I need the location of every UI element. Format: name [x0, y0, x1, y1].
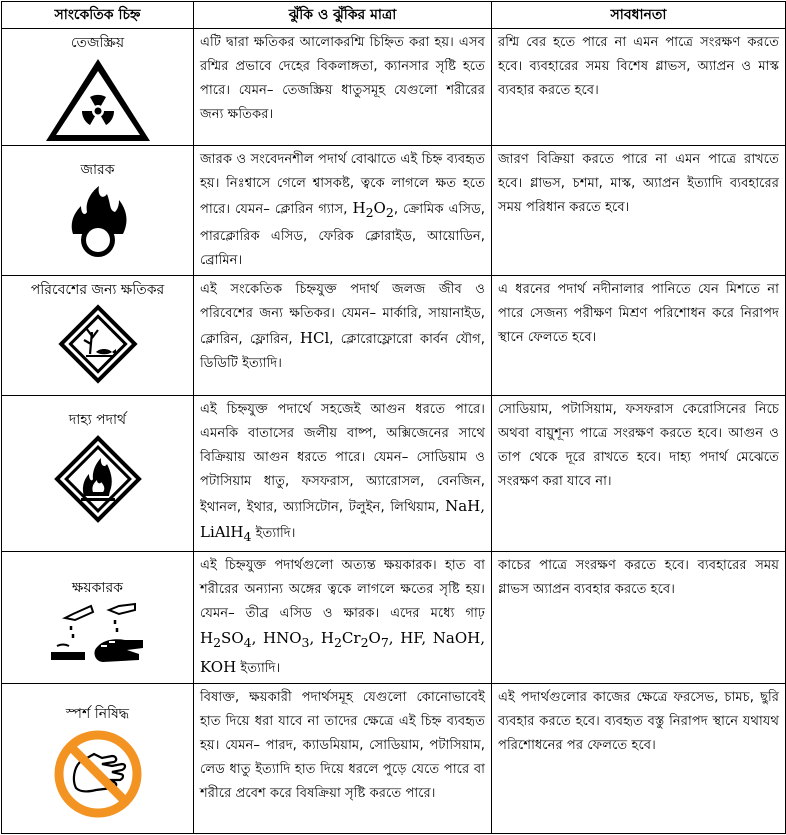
risk-text-b: , ক্রোমিক এসিড, পারক্লোরিক এসিড, ফেরিক ক্লোরাইড, আয়োডিন, ব্রোমিন। — [200, 202, 486, 268]
symbol-cell — [2, 276, 194, 396]
risk-text-b: ইত্যাদি। — [236, 661, 281, 676]
symbol-cell — [2, 684, 194, 834]
symbol-name: জারক — [80, 162, 115, 178]
risk-text-a: এই সংকেতিক চিহ্নযুক্ত পদার্থ জলজ জীব ও পরিবেশের জন্য ক্ষতিকর। যেমন– মার্কারি, সায়ানাইড, ক্লোরিন, ফ্লোরিন, — [200, 282, 485, 347]
no-touch-icon — [50, 726, 146, 822]
symbol-name: ক্ষয়কারক — [72, 580, 123, 596]
chemical-formula: $H_2SO_4$, $HNO_3$, $H_2Cr_2O_7$, HF, NaOH, KOH — [200, 629, 485, 676]
radiation-icon — [42, 55, 154, 145]
risk-text-a: এই চিহ্নযুক্ত পদার্থগুলো অত্যন্ত ক্ষয়কারক। হাত বা শরীরের অন্যান্য অঙ্গের ত্বকে লাগলে ক্ষতের সৃষ্টি হয়। যেমন– তীব্র এসিড ও ক্ষারক। এদের মধ্যে গাঢ় — [200, 558, 485, 621]
chemical-formula: $H_2O_2$ — [352, 199, 394, 220]
flammable-icon — [51, 432, 145, 526]
risk-text — [194, 276, 492, 396]
risk-text: এটি দ্বারা ক্ষতিকর আলোকরশ্মি চিহ্নিত করা হয়। এসব রশ্মির প্রভাবে দেহের বিকলাঙ্গতা, ক্যানসার সৃষ্টি হতে পারে। যেমন– তেজস্ক্রিয় ধাতুসমূহ যেগুলো শরীরের জন্য ক্ষতিকর। — [194, 29, 492, 146]
chemical-formula: HCl — [299, 329, 330, 347]
risk-text — [194, 396, 492, 552]
symbol-cell — [2, 146, 194, 276]
caution-text: জারণ বিক্রিয়া করতে পারে না এমন পাত্রে রাখতে হবে। গ্লাভস, চশমা, মাস্ক, অ্যাপ্রন ইত্যাদি ব্যবহারের সময় পরিধান করতে হবে। — [492, 146, 786, 276]
risk-text-b: ইত্যাদি। — [251, 526, 296, 541]
header-risk: ঝুঁকি ও ঝুঁকির মাত্রা — [194, 2, 492, 29]
caution-text: রশ্মি বের হতে পারে না এমন পাত্রে সংরক্ষণ করতে হবে। ব্যবহারের সময় বিশেষ গ্লাভস, অ্যাপ্রন ও মাস্ক ব্যবহার করতে হবে। — [492, 29, 786, 146]
corrosive-icon — [43, 600, 153, 670]
caution-text: কাচের পাত্রে সংরক্ষণ করতে হবে। ব্যবহারের সময় গ্লাভস অ্যাপ্রন ব্যবহার করতে হবে। — [492, 552, 786, 684]
hazard-symbols-table — [1, 1, 786, 834]
table-row — [2, 396, 786, 552]
chemical-formula: NaH, LiAlH$_4$ — [200, 497, 485, 544]
header-symbol: সাংকেতিক চিহ্ন — [2, 2, 194, 29]
table-row — [2, 29, 786, 146]
risk-text-a: এই চিহ্নযুক্ত পদার্থে সহজেই আগুন ধরতে পারে। এমনকি বাতাসের জলীয় বাষ্প, অক্সিজেনের সাথে বিক্রিয়ায় আগুন ধরতে পারে। যেমন– সোডিয়াম ও পটাসিয়াম ধাতু, ফসফরাস, অ্যারোসল, বেনজিন, ইথানল, ইথার, অ্যাসিটোন, টলুইন, লিথিয়াম, — [200, 402, 485, 515]
oxidizer-flame-icon — [63, 182, 133, 262]
risk-text: বিষাক্ত, ক্ষয়কারী পদার্থসমূহ যেগুলো কোনোভাবেই হাত দিয়ে ধরা যাবে না তাদের ক্ষেত্রে এই চিহ্ন ব্যবহৃত হয়। যেমন– পারদ, ক্যাডমিয়াম, সোডিয়াম, পটাসিয়াম, লেড ধাতু ইত্যাদি হাত দিয়ে ধরলে পুড়ে যেতে পারে বা শরীরে প্রবেশ করে বিষক্রিয়া সৃষ্টি করতে পারে। — [194, 684, 492, 834]
table-row — [2, 276, 786, 396]
risk-text — [194, 552, 492, 684]
caution-text: এই পদার্থগুলোর কাজের ক্ষেত্রে ফরসেভ, চামচ, ছুরি ব্যবহার করতে হবে। ব্যবহৃত বস্তু নিরাপদ স্থানে যথাযথ পরিশোধনের পর ফেলতে হবে। — [492, 684, 786, 834]
caution-text: সোডিয়াম, পটাসিয়াম, ফসফরাস কেরোসিনের নিচে অথবা বায়ুশূন্য পাত্রে সংরক্ষণ করতে হবে। আগুন ও তাপ থেকে দূরে রাখতে হবে। দাহ্য পদার্থ মেঝেতে সংরক্ষণ করা যাবে না। — [492, 396, 786, 552]
symbol-cell — [2, 29, 194, 146]
header-caution: সাবধানতা — [492, 2, 786, 29]
table-row — [2, 552, 786, 684]
caution-text: এ ধরনের পদার্থ নদীনালার পানিতে যেন মিশতে না পারে সেজন্য পরীক্ষণ মিশ্রণ পরিশোধন করে নিরাপদ স্থানে ফেলতে হবে। — [492, 276, 786, 396]
risk-text — [194, 146, 492, 276]
symbol-name: তেজস্ক্রিয় — [70, 35, 125, 51]
symbol-name: দাহ্য পদার্থ — [68, 412, 127, 428]
environment-hazard-icon — [56, 302, 140, 386]
symbol-cell — [2, 552, 194, 684]
risk-text-a: জারক ও সংবেদনশীল পদার্থ বোঝাতে এই চিহ্ন ব্যবহৃত হয়। নিঃশ্বাসে গেলে শ্বাসকষ্ট, ত্বকে লাগলে ক্ষত হতে পারে। যেমন– ক্লোরিন গ্যাস, — [200, 152, 485, 217]
table-row — [2, 684, 786, 834]
table-row — [2, 146, 786, 276]
symbol-name: স্পর্শ নিষিদ্ধ — [65, 706, 130, 722]
header-row — [2, 2, 786, 29]
symbol-name: পরিবেশের জন্য ক্ষতিকর — [30, 282, 165, 298]
symbol-cell — [2, 396, 194, 552]
risk-text-b: , ক্লোরোফ্লোরো কার্বন যৌগ, ডিডিটি ইত্যাদি। — [200, 332, 485, 371]
